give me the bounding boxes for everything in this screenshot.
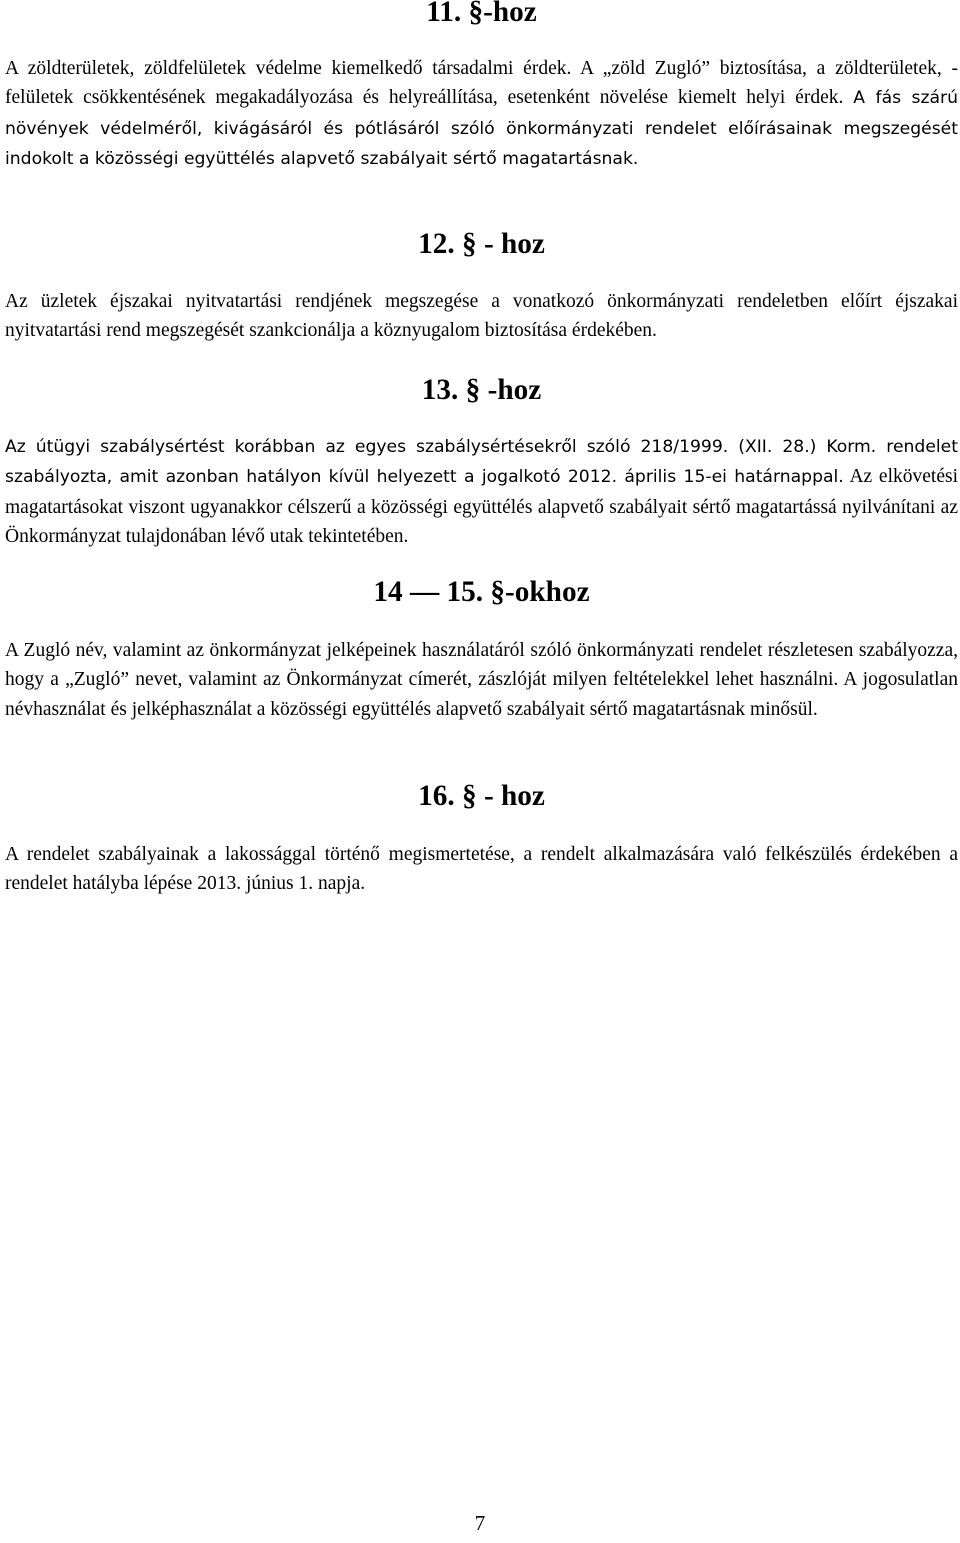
- section-paragraph-16: A rendelet szabályainak a lakossággal történő megismertetése, a rendelt alkalmazására való felkészülés érdekében a rendelet hatályba lépése 2013. június 1. napja.: [5, 844, 958, 895]
- paragraph-text-sans: Az útügyi szabálysértést korábban az egyes szabálysértésekről szóló 218/1999. (XII. 28.) Korm. rendelet szabályozta, amit azonban hatályon kívül helyezett a jogalkotó 2012. április 15-ei határnappal.: [5, 437, 958, 488]
- paragraph-text-serif: A zöldterületek, zöldfelületek védelme kiemelkedő társadalmi érdek. A „zöld Zugló” biztosítása, a zöldterületek, -felületek csökkentésének megakadályozása és helyreállítása, esetenként növelése kiemelt helyi érdek.: [5, 58, 958, 109]
- page-number: 7: [474, 1511, 486, 1535]
- section-paragraph-13: [5, 432, 958, 552]
- section-paragraph-12: Az üzletek éjszakai nyitvatartási rendjének megszegése a vonatkozó önkormányzati rendeletben előírt éjszakai nyitvatartási rend megszegését szankcionálja a köznyugalom biztosítása érdekében.: [5, 291, 958, 342]
- section-paragraph-11: [5, 54, 958, 175]
- section-heading-16: 16. § - hoz: [418, 780, 545, 812]
- section-heading-13: 13. § -hoz: [421, 374, 542, 406]
- paragraph-text-sans: A fás szárú növények védelméről, kivágásáról és pótlásáról szóló önkormányzati rendelet előírásainak megszegését indokolt a közösségi együttélés alapvető szabályait sértő magatartásnak.: [5, 88, 959, 170]
- paragraph-text-serif: Az elkövetési magatartásokat viszont ugyanakkor célszerű a közösségi együttélés alapvető szabályait sértő magatartássá nyilvánítani az Önkormányzat tulajdonában lévő utak tekintetében.: [5, 466, 958, 548]
- section-heading-11: 11. §-hoz: [426, 0, 537, 28]
- section-heading-14-15: 14 — 15. §-okhoz: [373, 576, 590, 608]
- section-paragraph-14-15: A Zugló név, valamint az önkormányzat jelképeinek használatáról szóló önkormányzati rendelet részletesen szabályozza, hogy a „Zugló” nevet, valamint az Önkormányzat címerét, zászlóját milyen feltételekkel lehet használni. A jogosulatlan névhasználat és jelképhasználat a közösségi együttélés alapvető szabályait sértő magatartásnak minősül.: [5, 640, 958, 720]
- section-heading-12: 12. § - hoz: [418, 228, 545, 260]
